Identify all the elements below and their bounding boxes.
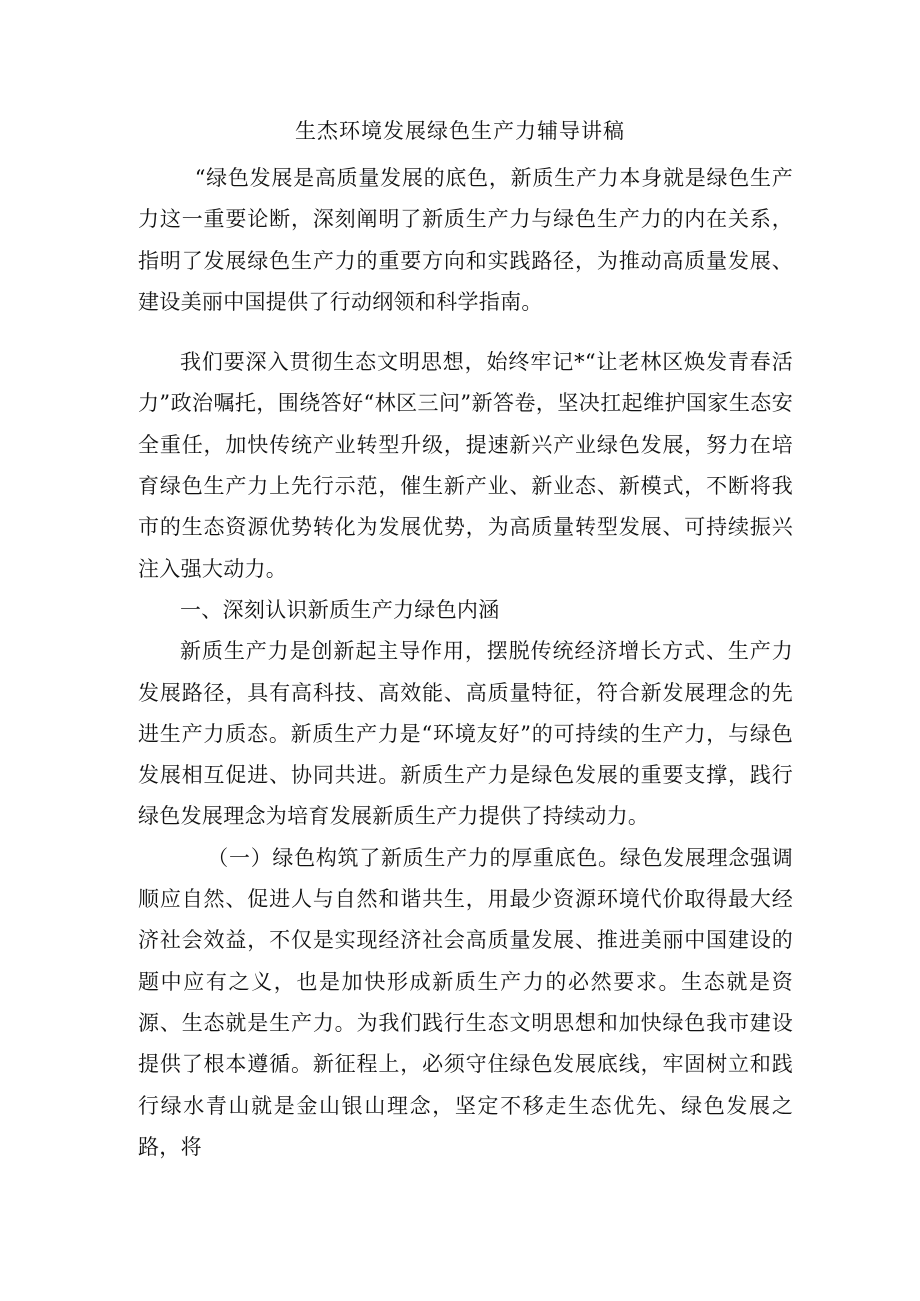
section-heading-1: 一、深刻认识新质生产力绿色内涵 [180, 597, 500, 622]
paragraph-subsection-1: （一）绿色构筑了新质生产力的厚重底色。绿色发展理念强调顺应自然、促进人与自然和谐共生，用最少资源环境代价取得最大经济社会效益，不仅是实现经济社会高质量发展、推进美丽中国建设的题中应有之义，也是加快形成新质生产力的必然要求。生态就是资源、生态就是生产力。为我们践行生态文明思想和加快绿色我市建设提供了根本遵循。新征程上，必须守住绿色发展底线，牢固树立和践行绿水青山就是金山银山理念，坚定不移走生态优先、绿色发展之路，将 [138, 845, 793, 1159]
paragraph-intro: “绿色发展是高质量发展的底色，新质生产力本身就是绿色生产力这一重要论断，深刻阐明了新质生产力与绿色生产力的内在关系，指明了发展绿色生产力的重要方向和实践路径，为推动高质量发展、建设美丽中国提供了行动纲领和科学指南。 [138, 166, 793, 314]
paragraph-commitment: 我们要深入贯彻生态文明思想，始终牢记*“让老林区焕发青春活力”政治嘱托，围绕答好“林区三问”新答卷，坚决扛起维护国家生态安全重任，加快传统产业转型升级，提速新兴产业绿色发展，努力在培育绿色生产力上先行示范，催生新产业、新业态、新模式，不断将我市的生态资源优势转化为发展优势，为高质量转型发展、可持续振兴注入强大动力。 [138, 350, 793, 581]
document-body [138, 158, 793, 1168]
document-title: 生杰环境发展绿色生产力辅导讲稿 [295, 119, 625, 143]
paragraph-definition: 新质生产力是创新起主导作用，摆脱传统经济增长方式、生产力发展路径，具有高科技、高效能、高质量特征，符合新发展理念的先进生产力质态。新质生产力是“环境友好”的可持续的生产力，与绿色发展相互促进、协同共进。新质生产力是绿色发展的重要支撑，践行绿色发展理念为培育发展新质生产力提供了持续动力。 [138, 639, 793, 829]
